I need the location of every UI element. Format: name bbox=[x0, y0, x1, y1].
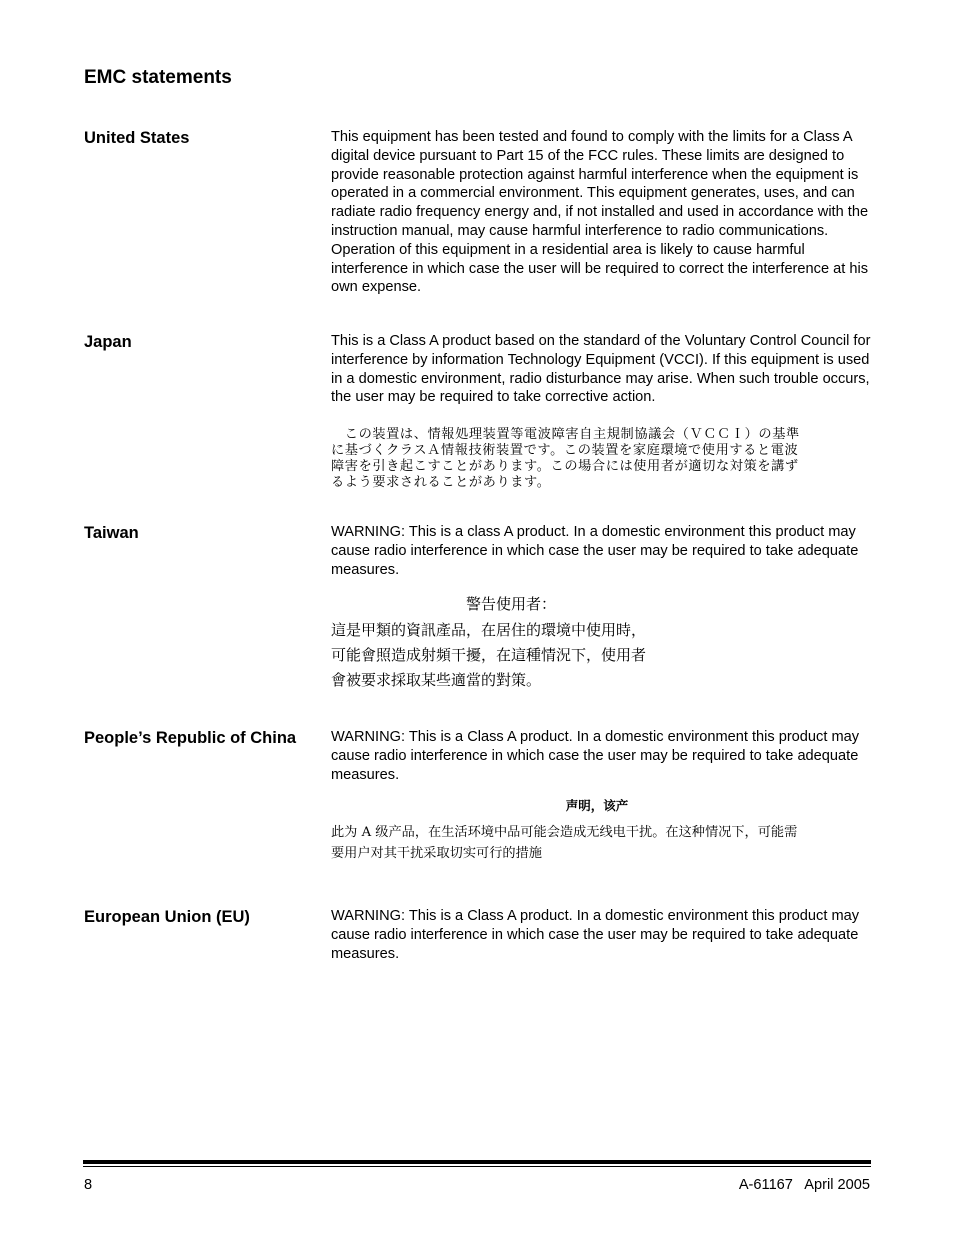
section-body-united-states bbox=[331, 128, 871, 297]
taiwan-native-title: 警告使用者： bbox=[465, 595, 556, 614]
taiwan-statement: WARNING: This is a class A product. In a domestic environment this product may cause radio interference in which case the user may be required to take adequate measures. bbox=[331, 524, 859, 578]
japan-native-statement: この装置は、情報処理装置等電波障害自主規制協議会（ＶＣＣＩ）の基準 に基づくクラスＡ情報技術装置です。この装置を家庭環境で使用すると電波 障害を引き起こすことがあります。この場合には使用者が適切な対策を講ず るよう要求されることがあります。 bbox=[331, 427, 800, 490]
section-label-japan: Japan bbox=[84, 333, 132, 351]
eu-statement: WARNING: This is a Class A product. In a domestic environment this product may cause radio interference in which case the user may be required to take adequate measures. bbox=[331, 908, 860, 962]
china-statement: WARNING: This is a Class A product. In a domestic environment this product may cause radio interference in which case the user may be required to take adequate measures. bbox=[331, 729, 860, 783]
footer-doc-info: A-61167 April 2005 bbox=[738, 1177, 870, 1193]
footer-page-number: 8 bbox=[84, 1177, 93, 1193]
section-label-taiwan: Taiwan bbox=[84, 524, 139, 542]
footer-rule-thin bbox=[83, 1166, 871, 1167]
footer-rule bbox=[83, 1160, 871, 1164]
section-label-united-states: United States bbox=[84, 129, 190, 147]
china-native-title: 声明，该产 bbox=[565, 798, 629, 814]
us-statement: This equipment has been tested and found to comply with the limits for a Class A digital device pursuant to Part 15 of the FCC rules. These limits are designed to provide reasonable protection against harmful interference when the equipment is operated in a commercial environment. This equipment generates, uses, and can radiate radio frequency energy and, if not installed and used in accordance with the instruction manual, may cause harmful interference to radio communications. Operation of this equipment in a residential area is likely to cause harmful interference in which case the user will be required to correct the interference at his own expense. bbox=[331, 129, 869, 296]
japan-statement: This is a Class A product based on the standard of the Voluntary Control Council for interference by information Technology Equipment (VCCI). If this equipment is used in a domestic environment, radio disturbance may arise. When such trouble occurs, the user may be required to take corrective action. bbox=[331, 333, 871, 406]
china-native-statement: 此为 A 级产品，在生活环境中品可能会造成无线电干扰。在这种情况下，可能需 要用户对其干扰采取切实可行的措施 bbox=[331, 825, 798, 862]
section-body-taiwan bbox=[331, 523, 871, 693]
page-title: EMC statements bbox=[84, 67, 232, 88]
taiwan-native-statement: 這是甲類的資訊產品，在居住的環境中使用時， 可能會照造成射頻干擾，在這種情況下，使用者 會被要求採取某些適當的對策。 bbox=[331, 621, 647, 690]
section-label-eu: European Union (EU) bbox=[84, 908, 250, 926]
section-body-eu bbox=[331, 907, 871, 963]
section-label-china: People’s Republic of China bbox=[84, 729, 297, 747]
section-body-japan bbox=[331, 332, 871, 490]
section-body-china bbox=[331, 728, 871, 864]
